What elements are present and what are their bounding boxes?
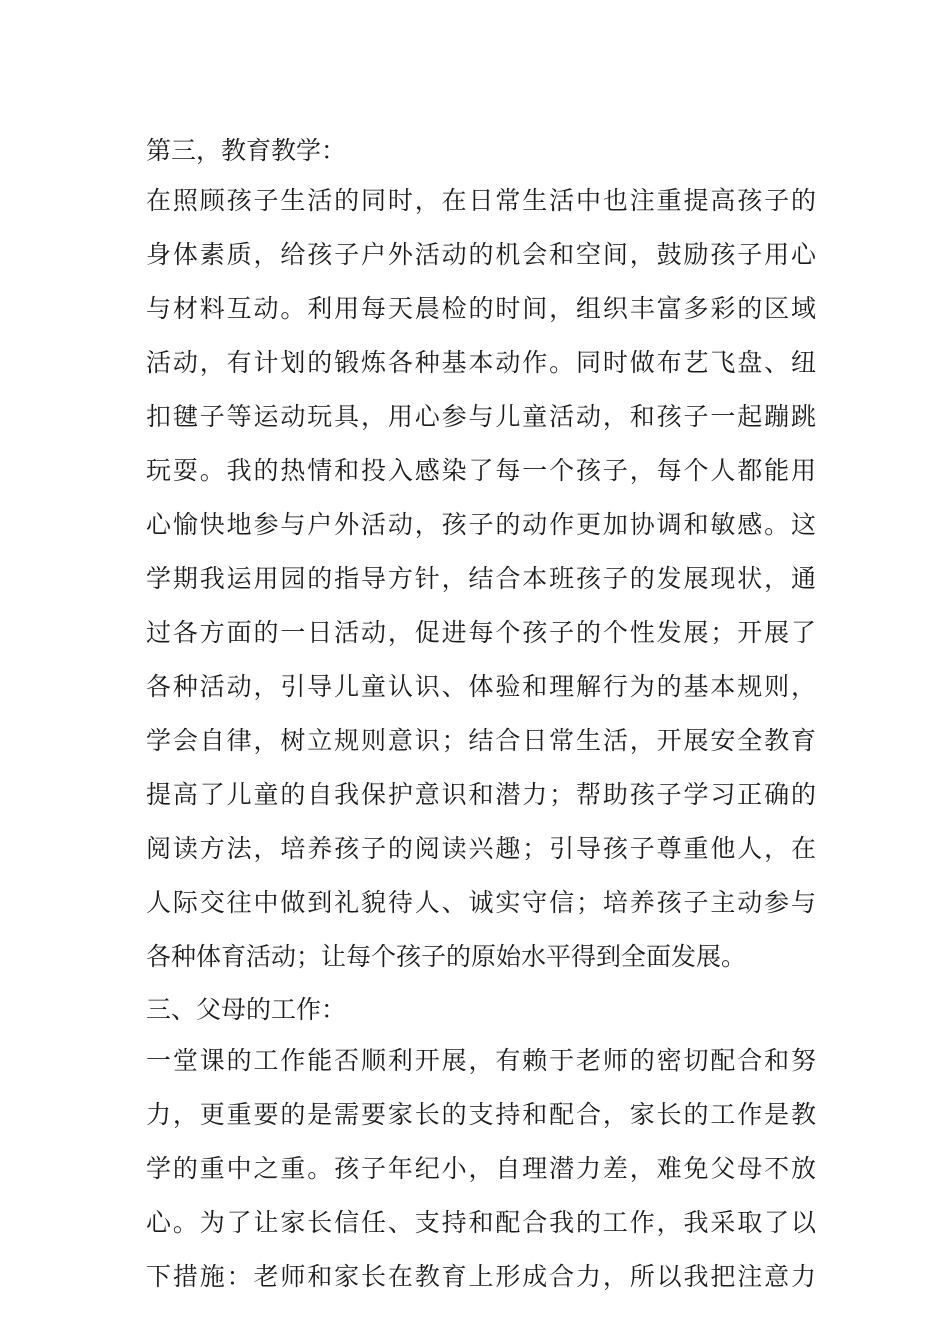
paragraph-line: 与材料互动。利用每天晨检的时间，组织丰富多彩的区域 <box>146 294 816 323</box>
paragraph-line: 力，更重要的是需要家长的支持和配合，家长的工作是教 <box>146 1100 816 1129</box>
paragraph-line: 提高了儿童的自我保护意识和潜力；帮助孩子学习正确的 <box>146 780 816 809</box>
paragraph-line: 下措施：老师和家长在教育上形成合力，所以我把注意力 <box>146 1262 816 1291</box>
paragraph-line: 活动，有计划的锻炼各种基本动作。同时做布艺飞盘、纽 <box>146 348 816 377</box>
paragraph-line: 学期我运用园的指导方针，结合本班孩子的发展现状，通 <box>146 564 816 593</box>
paragraph-line: 学的重中之重。孩子年纪小，自理潜力差，难免父母不放 <box>146 1154 816 1183</box>
paragraph-line: 各种活动，引导儿童认识、体验和理解行为的基本规则， <box>146 672 816 701</box>
heading-education-teaching: 第三，教育教学： <box>146 136 347 165</box>
paragraph-line: 玩耍。我的热情和投入感染了每一个孩子，每个人都能用 <box>146 456 816 485</box>
paragraph-line: 身体素质，给孩子户外活动的机会和空间，鼓励孩子用心 <box>146 240 816 269</box>
heading-parents-work: 三、父母的工作： <box>146 995 347 1024</box>
paragraph-line: 人际交往中做到礼貌待人、诚实守信；培养孩子主动参与 <box>146 888 816 917</box>
paragraph-line: 过各方面的一日活动，促进每个孩子的个性发展；开展了 <box>146 618 816 647</box>
paragraph-line: 学会自律，树立规则意识；结合日常生活，开展安全教育 <box>146 726 816 755</box>
paragraph-line: 心。为了让家长信任、支持和配合我的工作，我采取了以 <box>146 1208 816 1237</box>
paragraph-line: 扣毽子等运动玩具，用心参与儿童活动，和孩子一起蹦跳 <box>146 402 816 431</box>
paragraph-line: 在照顾孩子生活的同时，在日常生活中也注重提高孩子的 <box>146 186 816 215</box>
paragraph-line: 各种体育活动；让每个孩子的原始水平得到全面发展。 <box>146 942 747 971</box>
paragraph-line: 阅读方法，培养孩子的阅读兴趣；引导孩子尊重他人，在 <box>146 834 816 863</box>
paragraph-line: 心愉快地参与户外活动，孩子的动作更加协调和敏感。这 <box>146 510 816 539</box>
paragraph-line: 一堂课的工作能否顺利开展，有赖于老师的密切配合和努 <box>146 1046 816 1075</box>
